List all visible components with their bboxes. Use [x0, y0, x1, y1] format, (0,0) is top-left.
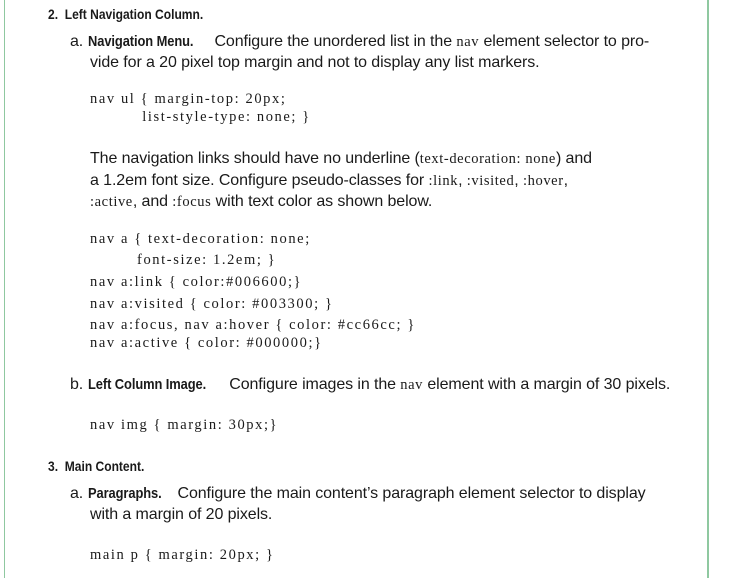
para2-text-3: a 1.2em font size. Configure pseudo-classes for [90, 172, 429, 189]
section-3-title: Main Content. [64, 458, 145, 474]
item-2b-text-end: element with a margin of 30 pixels. [423, 376, 671, 393]
para2-sep-4: , and [132, 193, 173, 210]
code-nav-a-1: nav a { text-decoration: none; [90, 231, 311, 247]
section-3-number: 3. [48, 458, 59, 474]
page-border-right [707, 0, 709, 578]
item-2a-letter: a. [70, 33, 84, 50]
section-3-heading [48, 458, 144, 474]
para2-sep-3: , [563, 172, 569, 189]
item-2a-line-2: vide for a 20 pixel top margin and not to display any list markers. [90, 54, 540, 71]
inline-code-nav-2: nav [400, 377, 424, 393]
item-3a-letter: a. [70, 485, 84, 502]
inline-code-link: :link [428, 173, 459, 189]
item-3a-text: Configure the main content’s paragraph element selector to display [177, 485, 646, 502]
item-2a-text-end: element selector to pro- [479, 33, 650, 50]
para2-text-1: The navigation links should have no underline ( [90, 150, 420, 167]
code-nav-a-active: nav a:active { color: #000000;} [90, 335, 323, 351]
item-2a-line-1 [70, 33, 649, 51]
inline-code-visited: :visited [466, 173, 515, 189]
code-main-p: main p { margin: 20px; } [90, 547, 275, 563]
item-2a-text: Configure the unordered list in the [214, 33, 457, 50]
para2-text-2: ) and [555, 150, 592, 167]
item-3a-line-2: with a margin of 20 pixels. [90, 506, 273, 523]
code-nav-img: nav img { margin: 30px;} [90, 417, 279, 433]
item-2b-letter: b. [70, 376, 84, 393]
item-3a-title: Paragraphs. [87, 485, 162, 502]
para2-sep-2: , [514, 172, 523, 189]
code-nav-a-focus-hover: nav a:focus, nav a:hover { color: #cc66cc; } [90, 317, 416, 333]
item-2a-para2-line-1 [90, 150, 592, 168]
section-2-number: 2. [48, 6, 59, 22]
inline-code-nav: nav [456, 34, 480, 50]
inline-code-active: :active [90, 194, 133, 210]
para2-sep-1: , [458, 172, 467, 189]
code-nav-a-link: nav a:link { color:#006600;} [90, 274, 303, 290]
section-2-title: Left Navigation Column. [64, 6, 204, 22]
item-2b-line-1 [70, 376, 670, 394]
para2-text-4: with text color as shown below. [211, 193, 433, 210]
item-2b-text: Configure images in the [229, 376, 401, 393]
code-nav-a-2: font-size: 1.2em; } [90, 252, 277, 268]
item-3a-line-1 [70, 485, 646, 503]
inline-code-hover: :hover [523, 173, 564, 189]
item-2a-para2-line-3 [90, 193, 432, 211]
item-2b-title: Left Column Image. [87, 376, 206, 393]
code-nav-ul-1: nav ul { margin-top: 20px; [90, 91, 287, 107]
item-2a-para2-line-2 [90, 172, 568, 190]
code-nav-ul-2: list-style-type: none; } [90, 109, 311, 125]
item-2a-title: Navigation Menu. [87, 33, 193, 50]
section-2-heading [48, 6, 203, 22]
inline-code-focus: :focus [172, 194, 212, 210]
code-nav-a-visited: nav a:visited { color: #003300; } [90, 296, 334, 312]
inline-code-text-decoration: text-decoration: none [419, 151, 556, 167]
page-border-left [4, 0, 5, 578]
